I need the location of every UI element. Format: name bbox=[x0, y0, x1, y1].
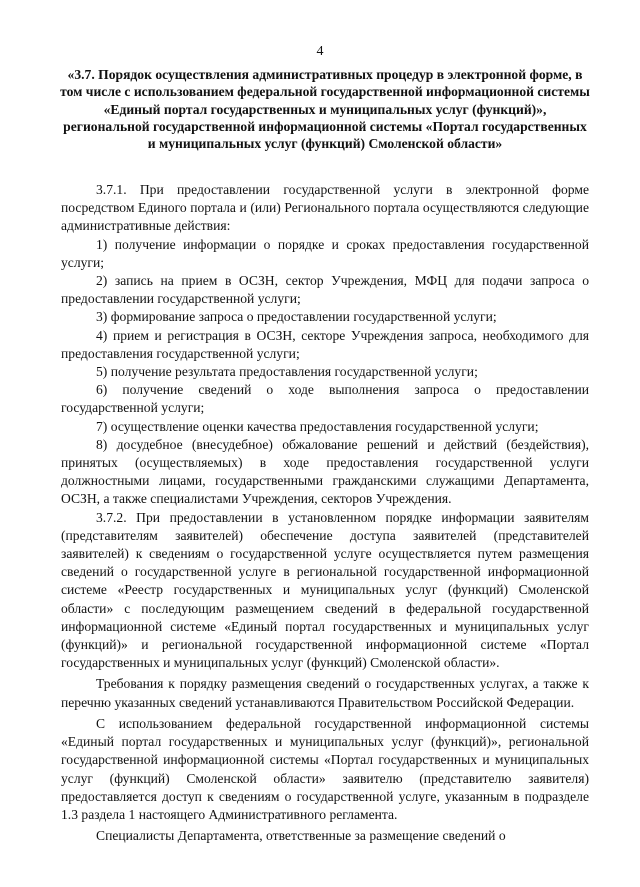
list-item-7: 7) осуществление оценки качества предоставления государственной услуги; bbox=[96, 418, 539, 434]
document-body bbox=[61, 181, 589, 845]
list-item-2: 2) запись на прием в ОСЗН, сектор Учреждения, МФЦ для подачи запроса о предоставлении государственной услуги; bbox=[61, 273, 589, 307]
section-heading: «3.7. Порядок осуществления административных процедур в электронной форме, в том числе с использованием федеральной государственной информационной системы «Единый портал государственных и муниципальных услуг (функций)», региональной государственной информационной системы «Портал государственных и муниципальных услуг (функций) Смоленской области» bbox=[60, 67, 590, 152]
paragraph-requirements: Требования к порядку размещения сведений о государственных услугах, а также к перечню указанных сведений устанавливаются Правительством Российской Федерации. bbox=[61, 676, 589, 710]
list-item-4: 4) прием и регистрация в ОСЗН, секторе Учреждения запроса, необходимого для предоставления государственной услуги; bbox=[61, 327, 589, 361]
page-number: 4 bbox=[316, 44, 324, 59]
list-item-1: 1) получение информации о порядке и сроках предоставления государственной услуги; bbox=[61, 236, 589, 270]
list-item-6: 6) получение сведений о ходе выполнения запроса о предоставлении государственной услуги; bbox=[61, 382, 589, 416]
list-item-5: 5) получение результата предоставления государственной услуги; bbox=[96, 364, 478, 380]
paragraph-access: С использованием федеральной государственной информационной системы «Единый портал государственных и муниципальных услуг (функций)», региональной государственной информационной системы «Портал государственных и муниципальных услуг (функций) Смоленской области» заявителю (представителю заявителя) предоставляется доступ к сведениям о государственной услуге, указанным в подразделе 1.3 раздела 1 настоящего Административного регламента. bbox=[61, 715, 589, 822]
paragraph-3-7-1: 3.7.1. При предоставлении государственной услуги в электронной форме посредством Единого портала и (или) Регионального портала осуществляются следующие административные действия: bbox=[61, 182, 589, 234]
list-item-8: 8) досудебное (внесудебное) обжалование решений и действий (бездействия), принятых (осуществляемых) в ходе предоставления государственной услуги должностными лицами, государственными гражданскими служащими Департамента, ОСЗН, а также специалистами Учреждения, секторов Учреждения. bbox=[61, 436, 589, 507]
paragraph-3-7-2: 3.7.2. При предоставлении в установленном порядке информации заявителям (представителям заявителей) обеспечение доступа заявителей (представителей заявителей) к сведениям о государственной услуге осуществляется путем размещения сведений о государственной услуге в региональной государственной информационной системе «Реестр государственных и муниципальных услуг (функций) Смоленской области» с последующим размещением сведений в федеральной государственной информационной системе «Единый портал государственных и муниципальных услуг (функций)» и региональной государственной информационной системе «Портал государственных и муниципальных услуг (функций) Смоленской области». bbox=[61, 509, 589, 671]
list-item-3: 3) формирование запроса о предоставлении государственной услуги; bbox=[96, 309, 497, 325]
paragraph-specialists: Специалисты Департамента, ответственные за размещение сведений о bbox=[96, 828, 506, 844]
